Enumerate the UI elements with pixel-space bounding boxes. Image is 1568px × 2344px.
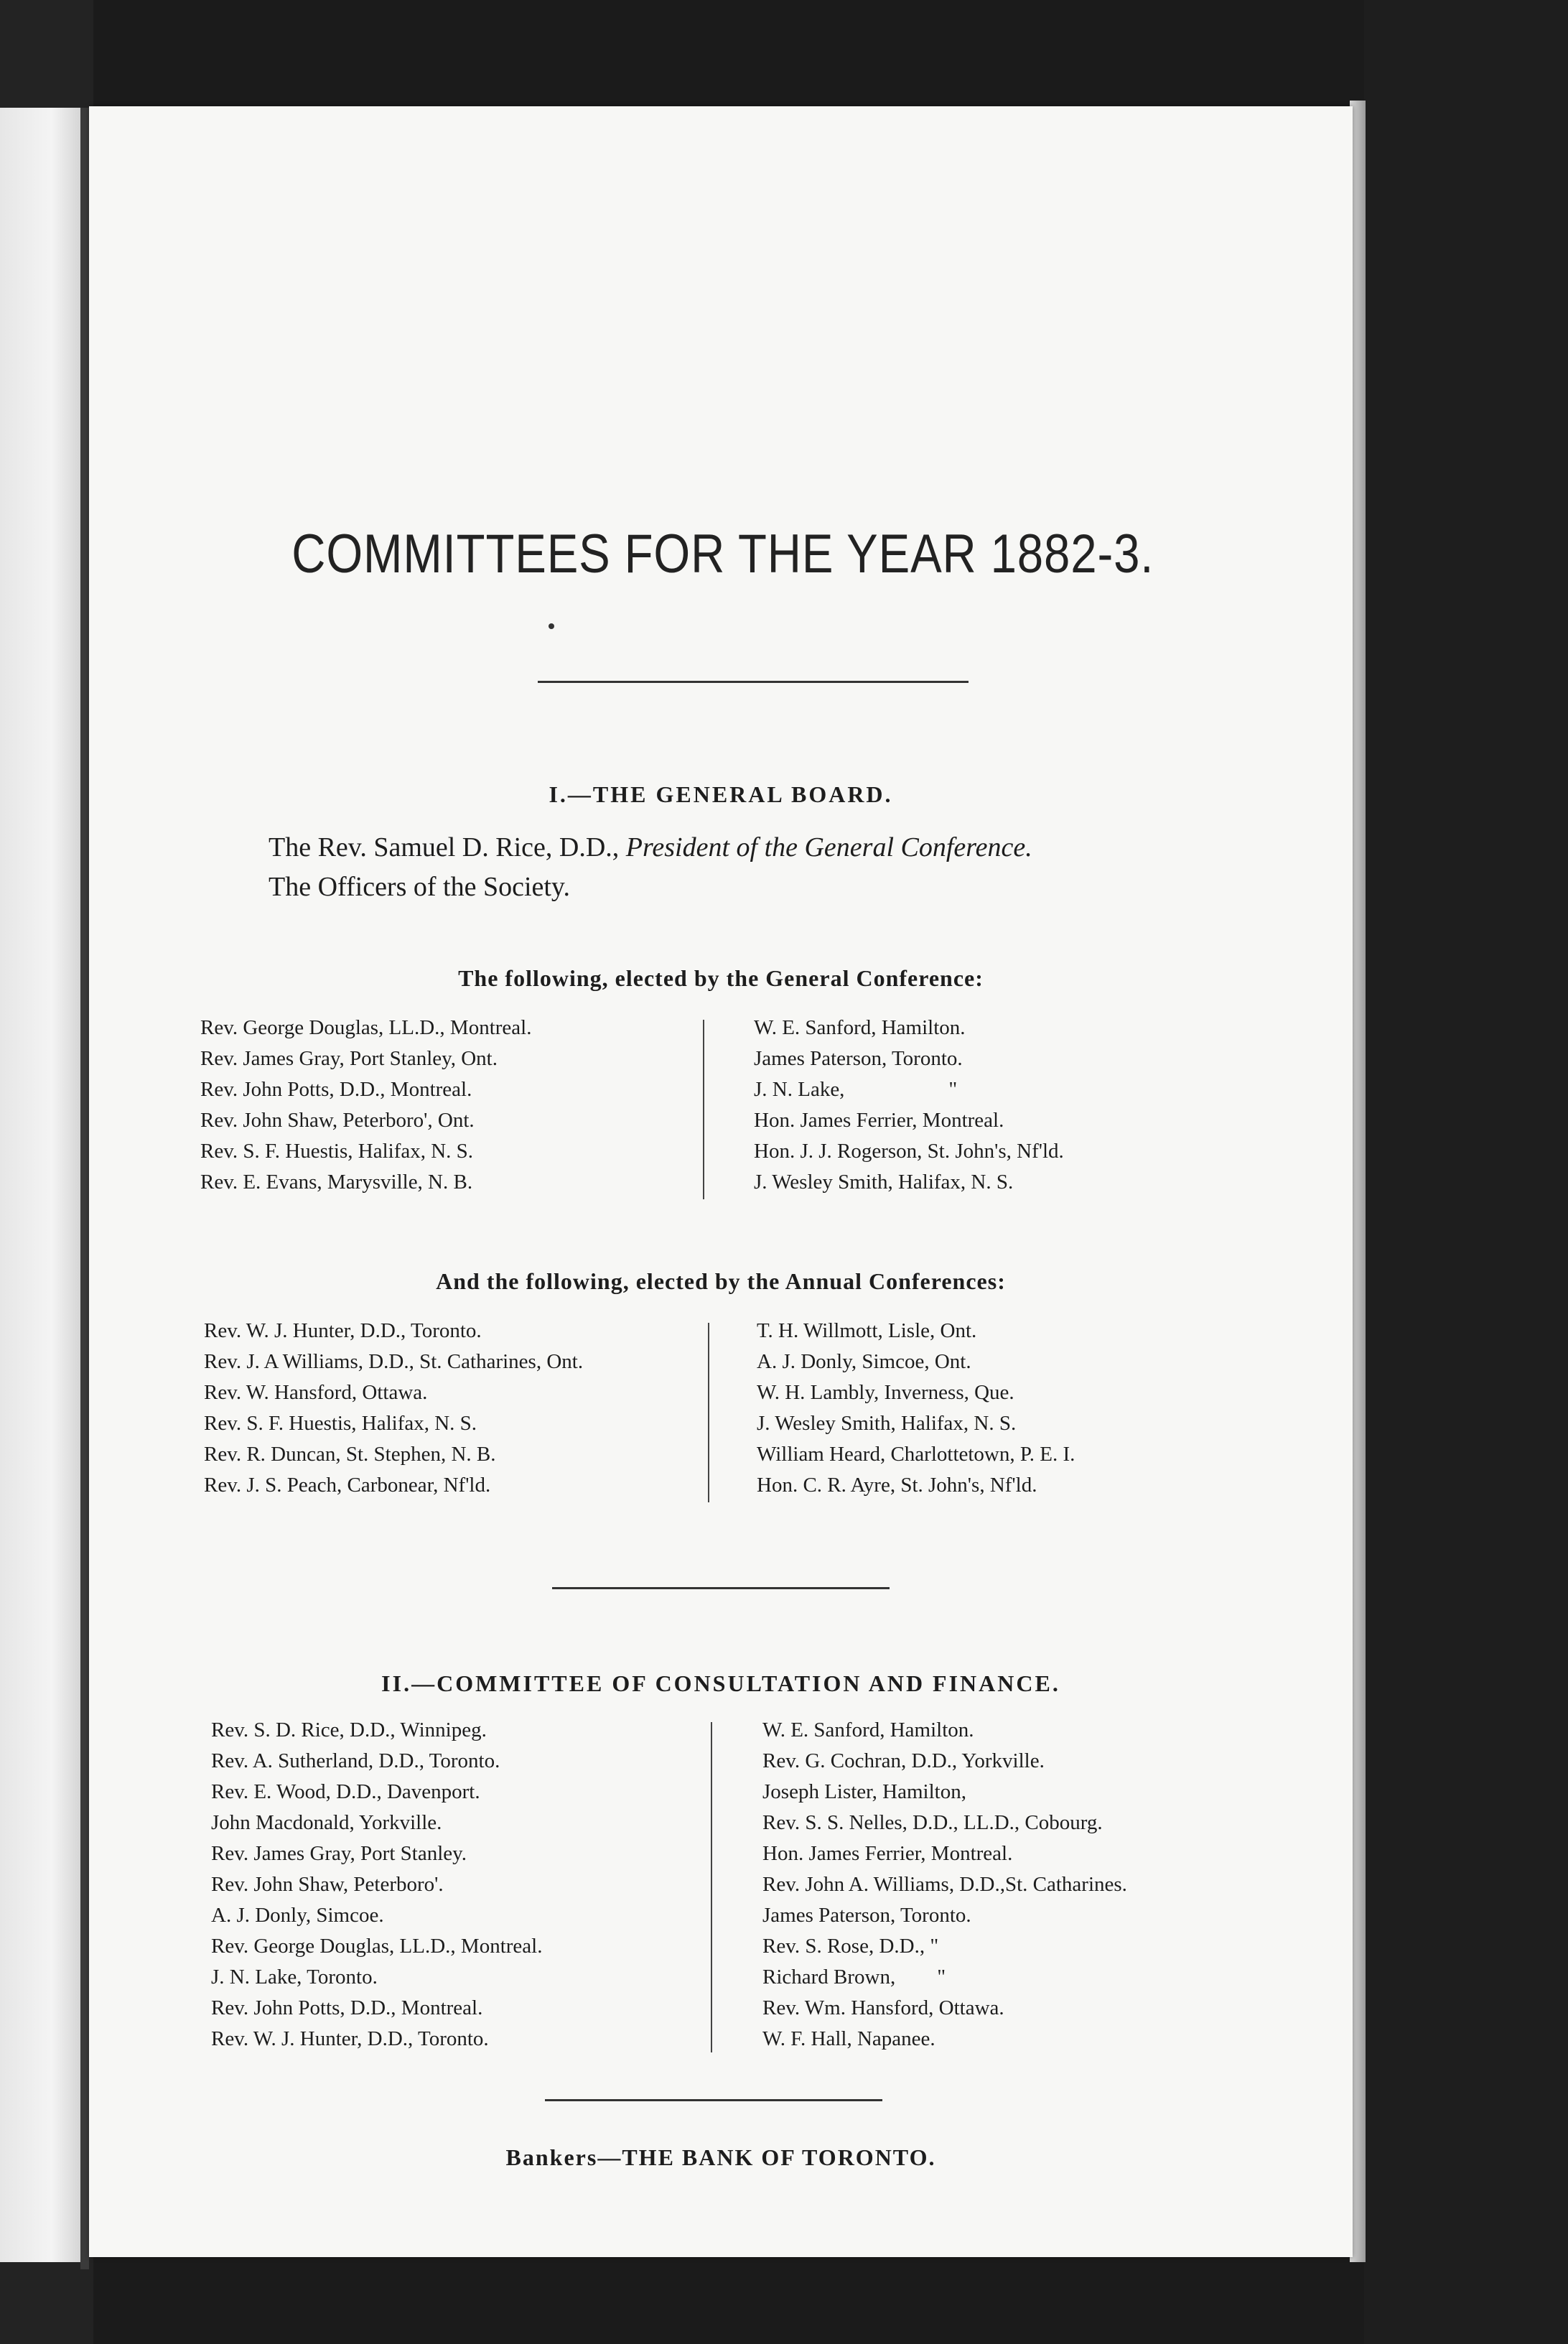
- column-divider: [711, 1722, 712, 2052]
- list-item: Rev. S. S. Nelles, D.D., LL.D., Cobourg.: [762, 1811, 1103, 1834]
- president-name: The Rev. Samuel D. Rice, D.D.,: [269, 832, 620, 862]
- list-item: Rev. John Potts, D.D., Montreal.: [211, 1996, 483, 2019]
- list-item: Rev. G. Cochran, D.D., Yorkville.: [762, 1749, 1045, 1772]
- list-item: W. E. Sanford, Hamilton.: [762, 1719, 974, 1741]
- list-item: Rev. John Shaw, Peterboro'.: [211, 1873, 444, 1896]
- list-item: Rev. E. Evans, Marysville, N. B.: [200, 1171, 473, 1194]
- list-item: Rev. R. Duncan, St. Stephen, N. B.: [204, 1443, 496, 1466]
- list-item: A. J. Donly, Simcoe, Ont.: [757, 1350, 971, 1373]
- annual-conferences-right-column: [757, 1316, 1075, 1501]
- list-item: Rev. S. D. Rice, D.D., Winnipeg.: [211, 1719, 487, 1741]
- list-item: A. J. Donly, Simcoe.: [211, 1904, 384, 1927]
- list-item: Rev. Wm. Hansford, Ottawa.: [762, 1996, 1004, 2019]
- list-item: James Paterson, Toronto.: [754, 1047, 963, 1070]
- list-item: Rev. A. Sutherland, D.D., Toronto.: [211, 1749, 500, 1772]
- list-item: Rev. W. J. Hunter, D.D., Toronto.: [211, 2027, 489, 2050]
- list-item: Rev. George Douglas, LL.D., Montreal.: [211, 1935, 543, 1958]
- general-conference-heading: The following, elected by the General Conference:: [458, 965, 984, 991]
- list-item: Rev. John A. Williams, D.D.,St. Catharines.: [762, 1873, 1127, 1896]
- consultation-finance-right-column: [762, 1715, 1127, 2055]
- consultation-finance-left-column: [211, 1715, 542, 2055]
- list-item: Rev. George Douglas, LL.D., Montreal.: [200, 1016, 532, 1039]
- list-item: Rev. John Shaw, Peterboro', Ont.: [200, 1109, 475, 1132]
- list-item: Rev. James Gray, Port Stanley.: [211, 1842, 467, 1865]
- list-item: Rev. James Gray, Port Stanley, Ont.: [200, 1047, 498, 1070]
- list-item: W. E. Sanford, Hamilton.: [754, 1016, 966, 1039]
- column-divider: [708, 1323, 709, 1502]
- list-item: William Heard, Charlottetown, P. E. I.: [757, 1443, 1075, 1466]
- list-item: W. F. Hall, Napanee.: [762, 2027, 935, 2050]
- list-item: J. Wesley Smith, Halifax, N. S.: [754, 1171, 1014, 1194]
- list-item: J. N. Lake, Toronto.: [211, 1966, 378, 1989]
- column-divider: [703, 1020, 704, 1199]
- list-item: Rev. J. A Williams, D.D., St. Catharines, Ont.: [204, 1350, 584, 1373]
- title-rule: [538, 681, 969, 683]
- list-item: James Paterson, Toronto.: [762, 1904, 971, 1927]
- facing-page-edge: [0, 108, 86, 2262]
- section-rule: [545, 2099, 882, 2101]
- list-item: Rev. S. F. Huestis, Halifax, N. S.: [204, 1412, 477, 1435]
- consultation-finance-heading: II.—COMMITTEE OF CONSULTATION AND FINANCE.: [381, 1670, 1060, 1696]
- general-board-heading: I.—THE GENERAL BOARD.: [549, 781, 893, 807]
- list-item: Rev. W. J. Hunter, D.D., Toronto.: [204, 1319, 482, 1342]
- page-title: COMMITTEES FOR THE YEAR 1882-3.: [291, 524, 1154, 585]
- list-item: Hon. James Ferrier, Montreal.: [762, 1842, 1013, 1865]
- president-line: [269, 832, 1032, 863]
- list-item: Hon. James Ferrier, Montreal.: [754, 1109, 1004, 1132]
- list-item: Rev. E. Wood, D.D., Davenport.: [211, 1780, 480, 1803]
- bankers-line: Bankers—THE BANK OF TORONTO.: [505, 2144, 936, 2170]
- general-conference-right-column: [754, 1013, 1064, 1198]
- list-item: John Macdonald, Yorkville.: [211, 1811, 442, 1834]
- ornament-dot: [549, 623, 554, 629]
- officers-line: The Officers of the Society.: [269, 872, 570, 902]
- list-item: Rev. W. Hansford, Ottawa.: [204, 1381, 428, 1404]
- list-item: Joseph Lister, Hamilton,: [762, 1780, 966, 1803]
- president-role: President of the General Conference.: [625, 832, 1032, 862]
- annual-conferences-heading: And the following, elected by the Annual Conferences:: [436, 1268, 1006, 1294]
- list-item: Richard Brown, ": [762, 1966, 946, 1989]
- list-item: Rev. John Potts, D.D., Montreal.: [200, 1078, 472, 1101]
- book-gutter: [80, 108, 89, 2269]
- document-page: [89, 106, 1353, 2257]
- list-item: Hon. J. J. Rogerson, St. John's, Nf'ld.: [754, 1140, 1064, 1163]
- section-rule: [552, 1587, 890, 1589]
- list-item: W. H. Lambly, Inverness, Que.: [757, 1381, 1014, 1404]
- list-item: T. H. Willmott, Lisle, Ont.: [757, 1319, 977, 1342]
- list-item: J. Wesley Smith, Halifax, N. S.: [757, 1412, 1017, 1435]
- list-item: Rev. J. S. Peach, Carbonear, Nf'ld.: [204, 1474, 491, 1497]
- list-item: Rev. S. F. Huestis, Halifax, N. S.: [200, 1140, 474, 1163]
- general-conference-left-column: [200, 1013, 531, 1198]
- list-item: Hon. C. R. Ayre, St. John's, Nf'ld.: [757, 1474, 1037, 1497]
- annual-conferences-left-column: [204, 1316, 583, 1501]
- list-item: Rev. S. Rose, D.D., ": [762, 1935, 939, 1958]
- scan-background-right: [1364, 0, 1568, 2344]
- list-item: J. N. Lake, ": [754, 1078, 958, 1101]
